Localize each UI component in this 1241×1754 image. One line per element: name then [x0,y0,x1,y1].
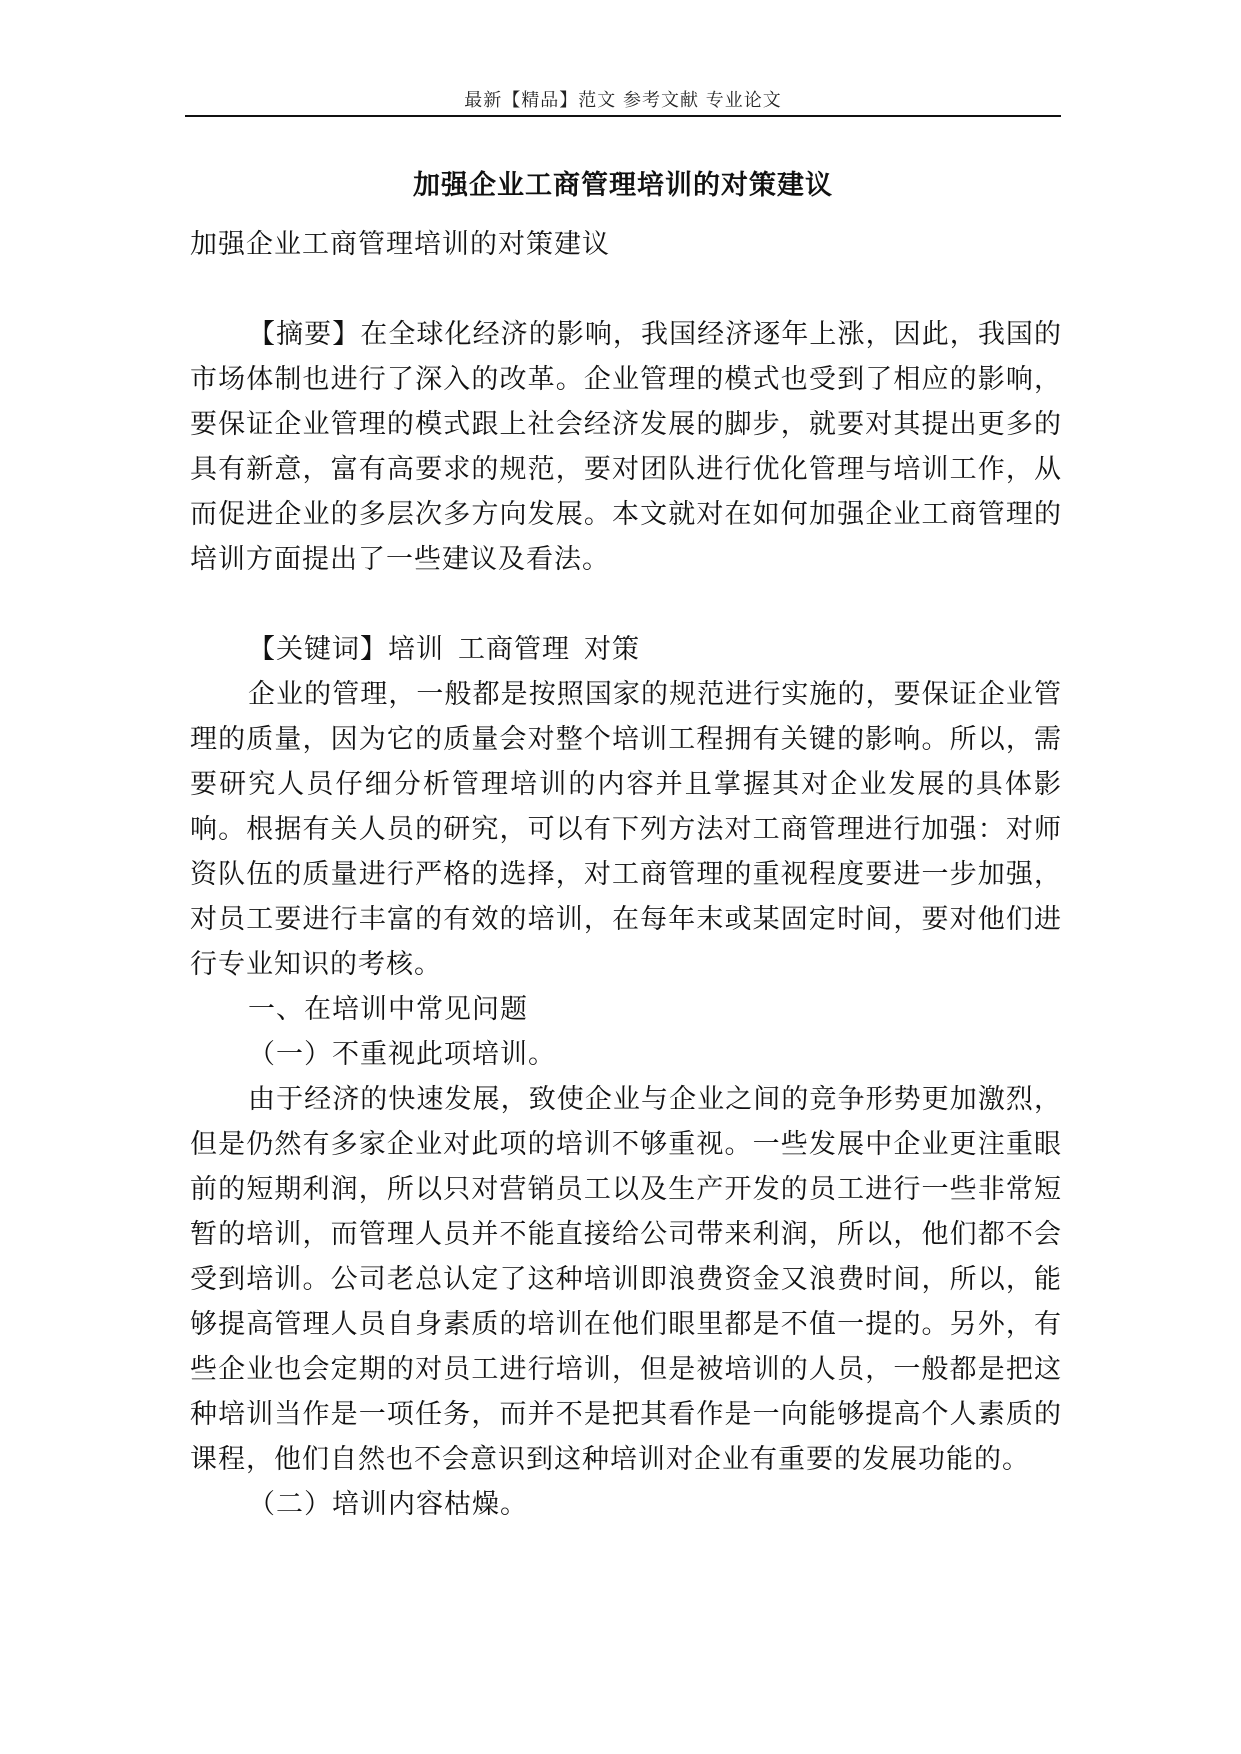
document-title: 加强企业工商管理培训的对策建议 [413,170,833,201]
section-heading: 一、在培训中常见问题 [248,994,528,1025]
keyword-item: 工商管理 [458,634,570,665]
keywords-line [190,627,1062,672]
abstract-paragraph: 【摘要】在全球化经济的影响，我国经济逐年上涨，因此，我国的市场体制也进行了深入的改革。企业管理的模式也受到了相应的影响，要保证企业管理的模式跟上社会经济发展的脚步，就要对其提出更多的具有新意，富有高要求的规范，要对团队进行优化管理与培训工作，从而促进企业的多层次多方向发展。本文就对在如何加强企业工商管理的培训方面提出了一些建议及看法。 [190,319,1062,575]
running-header: 最新【精品】范文 参考文献 专业论文 [464,90,782,111]
keyword-item: 对策 [584,634,640,665]
header-divider [185,115,1061,117]
subsection-heading: （二）培训内容枯燥。 [248,1489,528,1520]
keywords-label: 【关键词】 [248,634,388,665]
subsection-heading: （一）不重视此项培训。 [248,1039,556,1070]
intro-paragraph: 企业的管理，一般都是按照国家的规范进行实施的，要保证企业管理的质量，因为它的质量会对整个培训工程拥有关键的影响。所以，需要研究人员仔细分析管理培训的内容并且掌握其对企业发展的具体影响。根据有关人员的研究，可以有下列方法对工商管理进行加强：对师资队伍的质量进行严格的选择，对工商管理的重视程度要进一步加强，对员工要进行丰富的有效的培训，在每年末或某固定时间，要对他们进行专业知识的考核。 [190,679,1062,980]
keyword-item: 培训 [388,634,444,665]
document-subtitle: 加强企业工商管理培训的对策建议 [190,229,610,260]
body-paragraph: 由于经济的快速发展，致使企业与企业之间的竞争形势更加激烈，但是仍然有多家企业对此项的培训不够重视。一些发展中企业更注重眼前的短期利润，所以只对营销员工以及生产开发的员工进行一些非常短暂的培训，而管理人员并不能直接给公司带来利润，所以，他们都不会受到培训。公司老总认定了这种培训即浪费资金又浪费时间，所以，能够提高管理人员自身素质的培训在他们眼里都是不值一提的。另外，有些企业也会定期的对员工进行培训，但是被培训的人员，一般都是把这种培训当作是一项任务，而并不是把其看作是一向能够提高个人素质的课程，他们自然也不会意识到这种培训对企业有重要的发展功能的。 [190,1084,1062,1475]
document-body [190,222,1062,1527]
